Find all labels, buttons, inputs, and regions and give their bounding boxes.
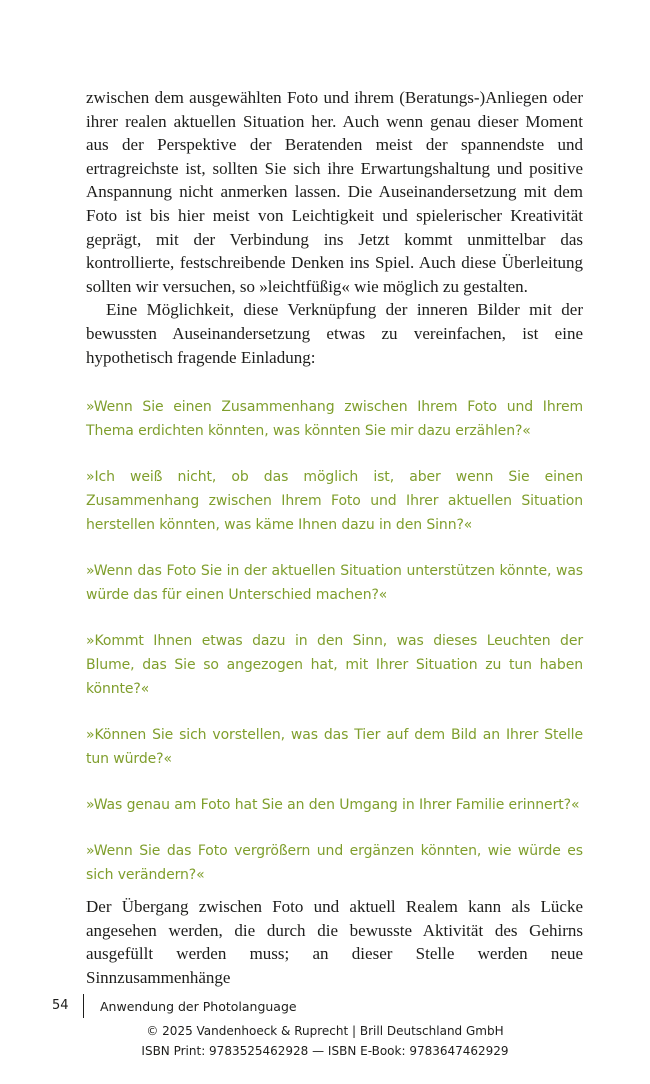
footer-divider [83, 994, 84, 1018]
quote-list [86, 395, 583, 909]
intro-paragraph-1: zwischen dem ausgewählten Foto und ihrem (Beratungs-)Anliegen oder ihrer realen aktuellen Situation her. Auch wenn genau dieser Moment aus der Perspektive der Beratenden meist der spannendste und ertragreichste ist, sollten Sie sich ihre Erwartungshaltung und positive Anspannung nicht anmerken lassen. Die Auseinandersetzung mit dem Foto ist bis hier meist von Leichtigkeit und spielerischer Kreativität geprägt, mit der Verbindung ins Jetzt kommt unmittelbar das kontrollierte, festschreibende Denken ins Spiel. Auch diese Überleitung sollten wir versuchen, so »leichtfüßig« wie möglich zu gestalten. [86, 88, 583, 296]
quote-item: »Wenn das Foto Sie in der aktuellen Situation unterstützen könnte, was würde das für einen Unterschied machen?« [86, 563, 583, 603]
isbn-line: ISBN Print: 9783525462928 — ISBN E-Book: 9783647462929 [141, 1044, 509, 1058]
quote-item: »Kommt Ihnen etwas dazu in den Sinn, was dieses Leuchten der Blume, das Sie so angezogen hat, mit Ihrer Situation zu tun haben könnte?« [86, 633, 583, 697]
quote-item: »Wenn Sie das Foto vergrößern und ergänzen könnten, wie würde es sich verändern?« [86, 843, 583, 883]
page-number: 54 [52, 998, 69, 1013]
intro-text-block [86, 86, 583, 369]
quote-item: »Können Sie sich vorstellen, was das Tier auf dem Bild an Ihrer Stelle tun würde?« [86, 727, 583, 767]
outro-paragraph-1: Der Übergang zwischen Foto und aktuell Realem kann als Lücke angesehen werden, die durch die bewusste Aktivität des Gehirns ausgefüllt werden muss; an dieser Stelle werden neue Sinnzusammenhänge [86, 897, 583, 987]
intro-paragraph-2: Eine Möglichkeit, diese Verknüpfung der inneren Bilder mit der bewussten Auseinandersetzung etwas zu vereinfachen, ist eine hypothetisch fragende Einladung: [86, 300, 583, 367]
quote-item: »Ich weiß nicht, ob das möglich ist, aber wenn Sie einen Zusammenhang zwischen Ihrem Foto und Ihrer aktuellen Situation herstellen könnten, was käme Ihnen dazu in den Sinn?« [86, 469, 583, 533]
quote-item: »Was genau am Foto hat Sie an den Umgang in Ihrer Familie erinnert?« [86, 797, 580, 813]
quote-item: »Wenn Sie einen Zusammenhang zwischen Ihrem Foto und Ihrem Thema erdichten könnten, was könnten Sie mir dazu erzählen?« [86, 399, 583, 439]
outro-text-block [86, 895, 583, 989]
running-title: Anwendung der Photolanguage [100, 999, 297, 1014]
copyright-line: © 2025 Vandenhoeck & Ruprecht | Brill Deutschland GmbH [146, 1024, 504, 1038]
